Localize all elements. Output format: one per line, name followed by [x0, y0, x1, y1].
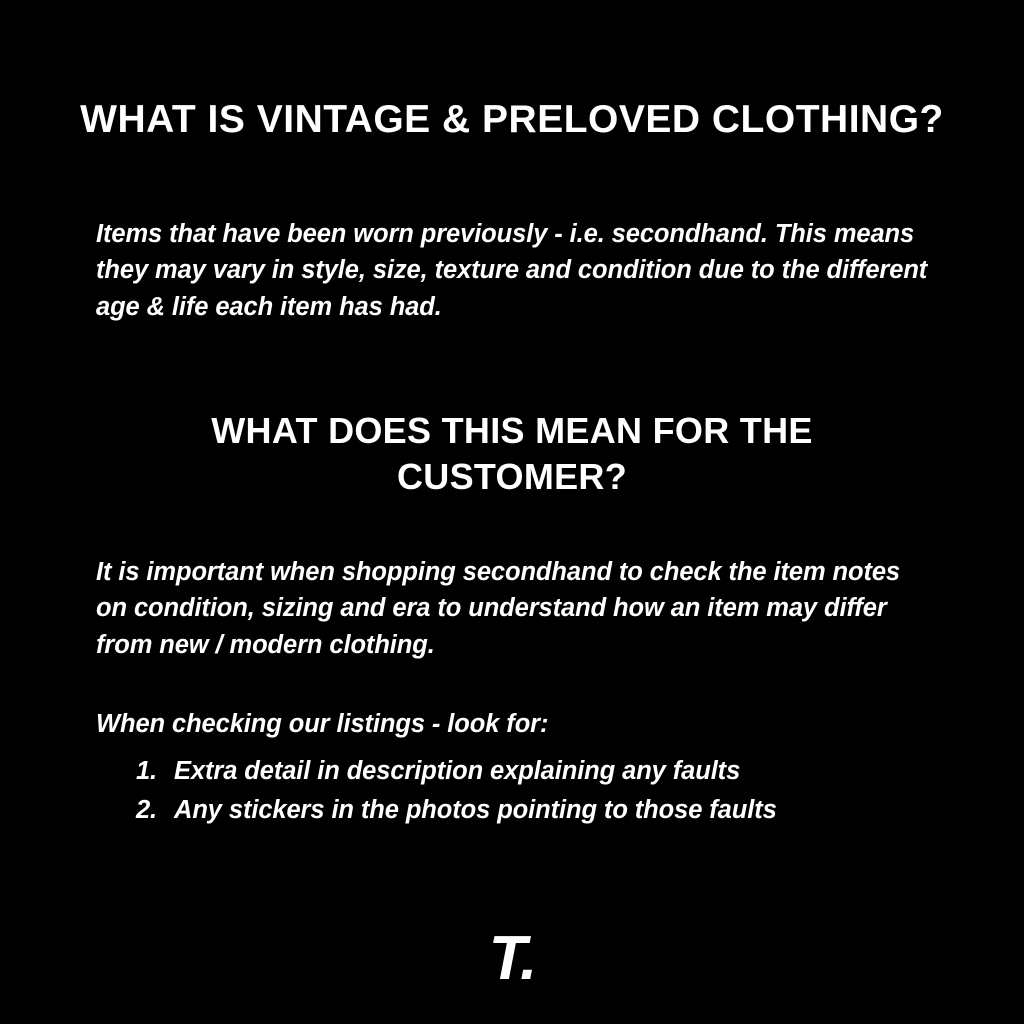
page-title: WHAT IS VINTAGE & PRELOVED CLOTHING?: [80, 98, 944, 142]
brand-logo: T.: [488, 924, 536, 993]
intro-paragraph: Items that have been worn previously - i.e. secondhand. This means they may vary in style, size, texture and condition due to the different age & life each item has had.: [96, 219, 928, 321]
list-item: 1. Extra detail in description explaining any faults: [164, 752, 984, 791]
customer-paragraph: It is important when shopping secondhand to check the item notes on condition, sizing and era to understand how an item may differ from new / modern clothing.: [96, 557, 901, 659]
checklist: [118, 752, 984, 830]
list-item: 2. Any stickers in the photos pointing to those faults: [164, 791, 984, 830]
section-heading-customer: WHAT DOES THIS MEAN FOR THE CUSTOMER?: [211, 409, 813, 497]
checklist-lead-in: When checking our listings - look for:: [96, 709, 549, 738]
